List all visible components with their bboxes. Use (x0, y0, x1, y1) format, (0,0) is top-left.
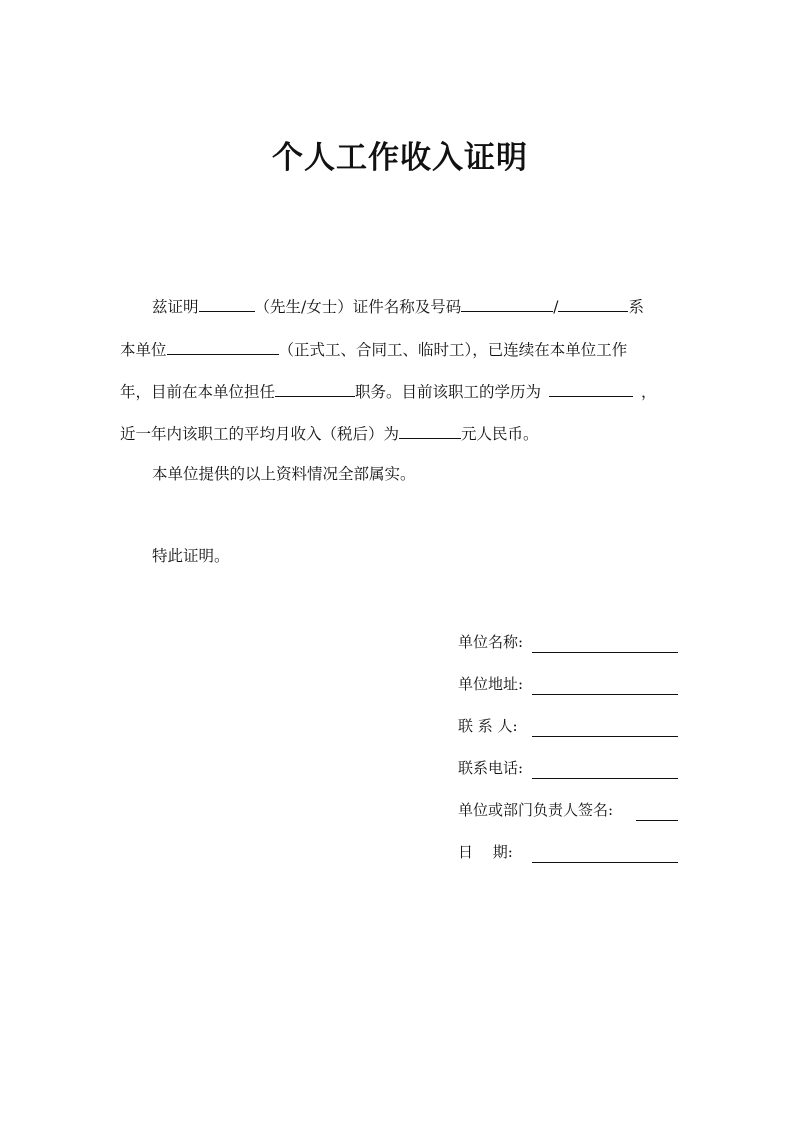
text-slash: / (553, 298, 559, 316)
sig-phone-label: 联系电话: (458, 759, 524, 777)
text-true-statement: 本单位提供的以上资料情况全部属实。 (152, 465, 416, 483)
text-rmb: 元人民币。 (461, 425, 539, 443)
sig-contact (458, 716, 518, 736)
sig-contact-blank[interactable] (532, 720, 678, 737)
department-blank[interactable] (167, 338, 279, 355)
sig-date-blank[interactable] (532, 846, 678, 863)
sig-unit-name-blank[interactable] (532, 636, 678, 653)
text-employment-type: （正式工、合同工、临时工），已连续在本单位工作 (278, 341, 628, 359)
text-hereby-certify: 特此证明。 (152, 547, 230, 565)
text-years-position: 年，目前在本单位担任 (120, 383, 276, 401)
text-unit: 本单位 (120, 341, 167, 359)
id-number-blank[interactable] (558, 295, 628, 312)
document-title: 个人工作收入证明 (272, 140, 528, 176)
sig-unit-address-label: 单位地址: (458, 675, 524, 693)
body-line-5 (152, 464, 416, 484)
sig-responsible-blank[interactable] (636, 804, 678, 821)
body-line-2 (120, 338, 627, 360)
text-is: 系 (628, 298, 644, 316)
sig-phone (458, 758, 523, 778)
sig-unit-address (458, 674, 523, 694)
body-line-1 (152, 295, 644, 317)
text-education: 职务。目前该职工的学历为 (355, 383, 542, 401)
position-blank[interactable] (275, 380, 355, 397)
name-blank[interactable] (199, 295, 255, 312)
sig-date-label: 日 期: (458, 843, 513, 861)
sig-unit-name (458, 632, 523, 652)
body-line-4 (120, 422, 539, 444)
body-line-3 (120, 380, 657, 402)
sig-unit-name-label: 单位名称: (458, 633, 524, 651)
income-blank[interactable] (399, 422, 461, 439)
text-certify: 兹证明 (152, 298, 199, 316)
sig-contact-label: 联 系 人: (458, 717, 518, 735)
sig-unit-address-blank[interactable] (532, 678, 678, 695)
body-line-6 (152, 546, 230, 566)
id-type-blank[interactable] (461, 295, 553, 312)
sig-phone-blank[interactable] (532, 762, 678, 779)
sig-responsible-label: 单位或部门负责人签名: (458, 801, 614, 819)
text-monthly-income: 近一年内该职工的平均月收入（税后）为 (120, 425, 400, 443)
text-gender-id: （先生/女士）证件名称及号码 (254, 298, 462, 316)
sig-date (458, 842, 513, 862)
education-blank[interactable] (549, 380, 633, 397)
text-comma: ， (641, 383, 657, 401)
sig-responsible (458, 800, 613, 820)
